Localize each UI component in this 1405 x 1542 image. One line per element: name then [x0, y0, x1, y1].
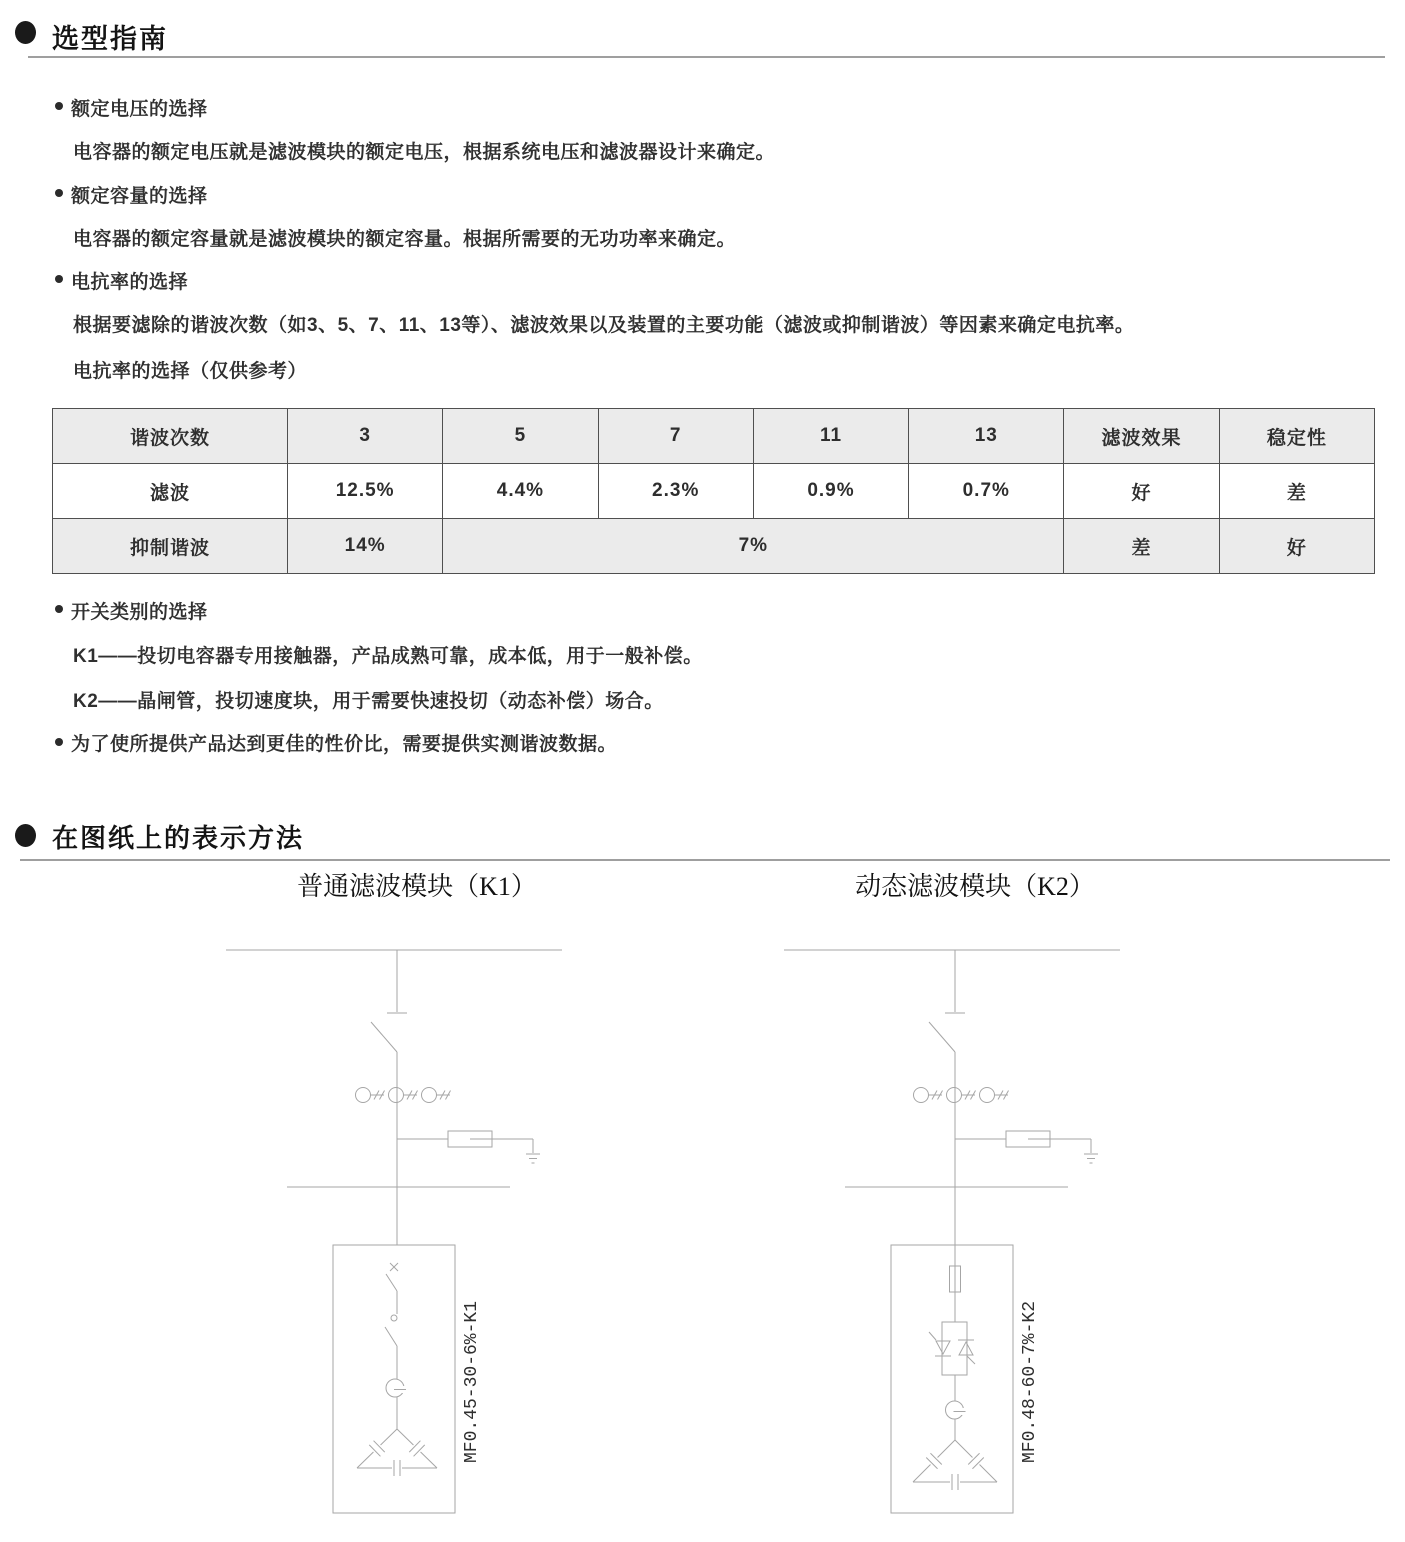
k2-circuit: [784, 950, 1120, 1513]
cell: 好: [1219, 519, 1374, 574]
col-header: 滤波效果: [1064, 409, 1219, 464]
reactance-table: [52, 408, 1375, 574]
item-rated-capacity-body: 电容器的额定容量就是滤波模块的额定容量。根据所需要的无功功率来确定。: [73, 229, 737, 250]
k2-module-box: [891, 1245, 1013, 1513]
k2-model-label: MF0.48-60-7%-K2: [1020, 1300, 1040, 1464]
k1-reactor-icon: [386, 1379, 408, 1397]
cell: 2.3%: [598, 464, 753, 519]
cell: 14%: [288, 519, 443, 574]
k2-capacitor-delta-icon: [913, 1440, 997, 1491]
col-header: 5: [443, 409, 598, 464]
cell: 12.5%: [288, 464, 443, 519]
cell: 0.7%: [909, 464, 1064, 519]
section-bullet-icon: [15, 21, 36, 44]
k1-circuit: [226, 950, 562, 1513]
k1-ct-icons: [356, 1088, 451, 1103]
col-header: 3: [288, 409, 443, 464]
table-row-suppress: [53, 519, 1375, 574]
k2-ct-icons: [914, 1088, 1009, 1103]
k1-fuse-switch-icon: [386, 1263, 398, 1291]
cell: 4.4%: [443, 464, 598, 519]
section2-rule: [20, 859, 1390, 861]
col-header: 13: [909, 409, 1064, 464]
col-header: 11: [753, 409, 908, 464]
section1-title: 选型指南: [52, 24, 168, 54]
row-label: 滤波: [53, 464, 288, 519]
row-label: 抑制谐波: [53, 519, 288, 574]
cell: 0.9%: [753, 464, 908, 519]
k2-diagram-title: 动态滤波模块（K2）: [855, 872, 1095, 901]
item-reactance-label: 电抗率的选择: [71, 272, 189, 293]
col-header: 7: [598, 409, 753, 464]
k2-ground-icon: [1084, 1154, 1098, 1163]
k2-earth-branch: [955, 1131, 1098, 1163]
item-reactance-body: 根据要滤除的谐波次数（如3、5、7、11、13等）、滤波效果以及装置的主要功能（滤波或抑制谐波）等因素来确定电抗率。: [73, 315, 1135, 336]
section1-rule: [28, 56, 1385, 58]
item-switch-type-label: 开关类别的选择: [71, 602, 208, 623]
k1-capacitor-delta-icon: [357, 1429, 437, 1477]
list-bullet-icon: [55, 738, 63, 746]
list-bullet-icon: [55, 605, 63, 613]
list-bullet-icon: [55, 102, 63, 110]
item-rated-capacity-label: 额定容量的选择: [71, 186, 208, 207]
k2-breaker-icon: [929, 1022, 955, 1052]
list-bullet-icon: [55, 275, 63, 283]
item-switch-k2-body: K2——晶闸管，投切速度块，用于需要快速投切（动态补偿）场合。: [73, 691, 664, 712]
k1-ground-icon: [526, 1154, 540, 1163]
item-rated-voltage-body: 电容器的额定电压就是滤波模块的额定电压，根据系统电压和滤波器设计来确定。: [73, 142, 776, 163]
k1-diagram-title: 普通滤波模块（K1）: [297, 872, 537, 901]
item-rated-voltage-label: 额定电压的选择: [71, 99, 208, 120]
col-header: 稳定性: [1219, 409, 1374, 464]
k1-model-label: MF0.45-30-6%-K1: [462, 1300, 482, 1464]
k1-contactor-icon: [385, 1315, 397, 1346]
cell: 好: [1064, 464, 1219, 519]
item-final-note: 为了使所提供产品达到更佳的性价比，需要提供实测谐波数据。: [71, 734, 618, 755]
item-switch-k1-body: K1——投切电容器专用接触器，产品成熟可靠，成本低，用于一般补偿。: [73, 646, 703, 667]
list-bullet-icon: [55, 189, 63, 197]
cell-merged: 7%: [443, 519, 1064, 574]
cell: 差: [1219, 464, 1374, 519]
section-bullet-icon: [15, 824, 36, 847]
item-reactance-note: 电抗率的选择（仅供参考）: [73, 361, 308, 382]
k1-breaker-icon: [371, 1022, 397, 1052]
k2-thyristor-icon: [929, 1322, 975, 1375]
table-header-row: [53, 409, 1375, 464]
cell: 差: [1064, 519, 1219, 574]
col-header: 谐波次数: [53, 409, 288, 464]
k2-reactor-icon: [946, 1401, 968, 1419]
k1-earth-branch: [397, 1131, 540, 1163]
section2-title: 在图纸上的表示方法: [52, 823, 305, 853]
table-row-filter: [53, 464, 1375, 519]
